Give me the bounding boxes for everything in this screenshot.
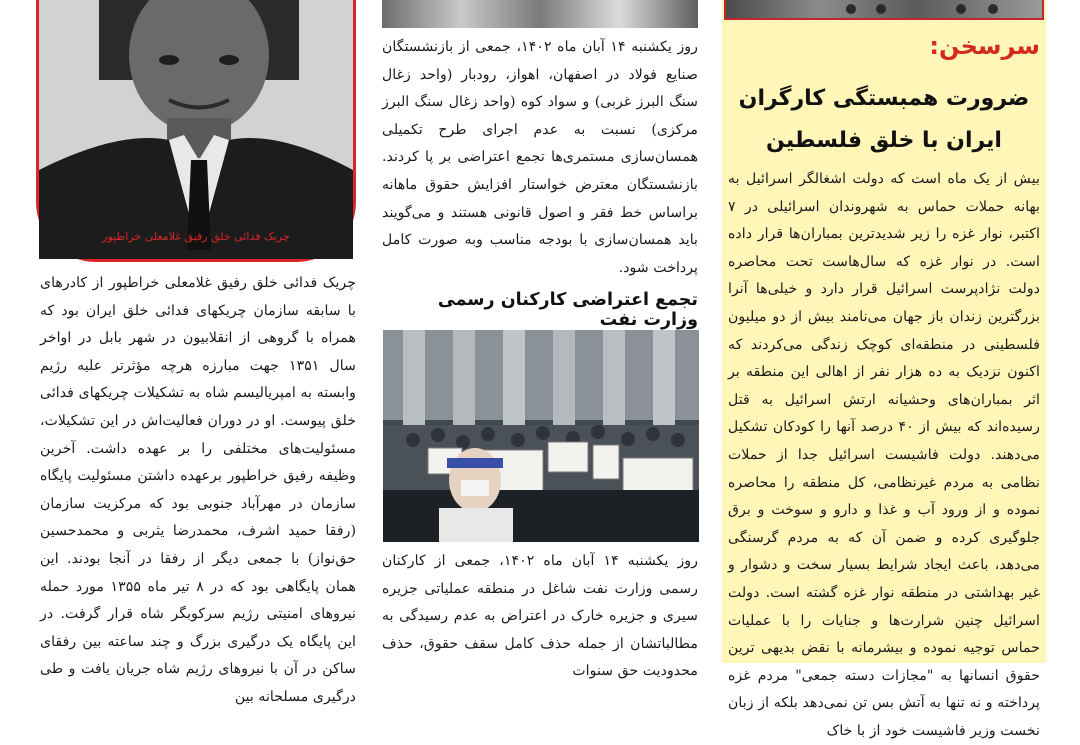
oil-protest-title: تجمع اعتراضی کارکنان رسمی وزارت نفت — [437, 290, 698, 330]
oil-protest-photo-illustration — [383, 330, 699, 542]
retirees-article-body: روز یکشنبه ۱۴ آبان ماه ۱۴۰۲، جمعی از بازنشستگان صنایع فولاد در اصفهان، اهواز، رودبار (واحد زغال سنگ البرز غربی) و سواد کوه (واحد زغال سنگ البرز مرکزی) نسبت به عدم اجرای طرح تکمیلی همسان‌سازی مستمری‌ها تجمع اعتراضی بر پا کردند. بازنشستگان معترض خواستار افزایش حقوق ماهانه براساس خط فقر و اصول قانونی هستند و می‌گویند باید همسان‌سازی با بودجه مناسب وبه صورت کامل پرداخت شود. — [382, 39, 698, 276]
portrait-illustration — [39, 0, 353, 259]
editorial-column — [722, 0, 1046, 739]
retirees-protest-photo — [382, 0, 698, 28]
oil-protest-photo — [383, 330, 699, 542]
portrait-caption: چریک فدائی خلق رفیق غلامعلی خراطپور — [102, 230, 290, 243]
oil-protest-body: روز یکشنبه ۱۴ آبان ماه ۱۴۰۲، جمعی از کارکنان رسمی وزارت نفت شاغل در منطقه عملیاتی جزیره سیری و جزیره خارک در اعتراض به عدم رسیدگی به مطالباتشان از جمله حذف کامل سقف حقوق، حذف محدودیت حق سنوات — [382, 553, 699, 680]
editorial-kicker: سرسخن: — [929, 32, 1040, 60]
news-column — [380, 0, 700, 680]
biography-column — [34, 0, 358, 705]
editorial-body: بیش از یک ماه است که دولت اشغالگر اسرائیل به بهانه حملات حماس به شهروندان اسرائیلی در ۷ اکتبر، نوار غزه را زیر شدیدترین بمباران‌ها قرار داده است. در نوار غزه که سال‌هاست تحت محاصره دولت نژادپرست اسرائیل قرار دارد و خیلی‌ها آنرا بزرگترین زندان باز جهان می‌نامند بیش از دو میلیون فلسطینی در منطقه‌ای کوچک زندگی می‌کردند که اکنون نزدیک به ده هزار نفر از اهالی این منطقه بر اثر بمباران‌های وحشیانه ارتش اسرائیل به قتل رسیده‌اند که بیش از ۴۰ درصد آنها را کودکان تشکیل می‌دهند. دولت فاشیست اسرائیل جدا از حملات نظامی به مردم غیرنظامی، کل منطقه را محاصره نموده و از ورود آب و غذا و دارو و سوخت و برق جلوگیری کرده و ضمن آن که به مردم گرسنگی می‌دهد، باعث ایجاد شرایط بسیار سخت و دشوار و غیر بهداشتی در منطقه نوار غزه گشته است. دولت اسرائیل چنین شرارت‌ها و جنایات را با عملیات حماس توجیه نموده و بیشرمانه با نقض بدیهی ترین حقوق انسانها به "مجازات دسته جمعی" مردم غزه پرداخته و نه تنها به آتش بس تن نمی‌دهد بلکه از زبان نخست وزیر فاشیست خود از با خاک — [728, 171, 1040, 739]
comrade-portrait — [36, 0, 356, 262]
biography-body: چریک فدائی خلق رفیق غلامعلی خراطپور از کادرهای با سابقه سازمان چریکهای فدائی خلق ایران بود که همراه با گروهی از انقلابیون در شهر بابل در اواخر سال ۱۳۵۱ جهت مبارزه هرچه مؤثرتر علیه رژیم وابسته به امپریالیسم شاه به تشکیلات چریکهای فدائی خلق پیوست. او در دوران فعالیت‌اش در این تشکیلات، مسئولیت‌های مختلفی را بر عهده داشت. آخرین وظیفه رفیق خراطپور برعهده داشتن مسئولیت پایگاه سازمان در مهرآباد جنوبی بود که مرکزیت سازمان (رفقا حمید اشرف، محمدرضا یثربی و محمدحسین حق‌نواز) با جمعی دیگر از رفقا در آنجا بودند. این همان پایگاهی بود که در ۸ تیر ماه ۱۳۵۵ مورد حمله نیروهای امنیتی رژیم سرکوبگر شاه قرار گرفت. در این پایگاه یک درگیری بزرگ و چند ساعته بین رفقای ساکن در آن با نیروهای رژیم شاه جریان یافت و طی درگیری مسلحانه بین — [40, 275, 357, 705]
editorial-headline: ضرورت همبستگی کارگران ایران با خلق فلسطین — [738, 86, 1030, 153]
editorial-top-photo — [724, 0, 1044, 20]
